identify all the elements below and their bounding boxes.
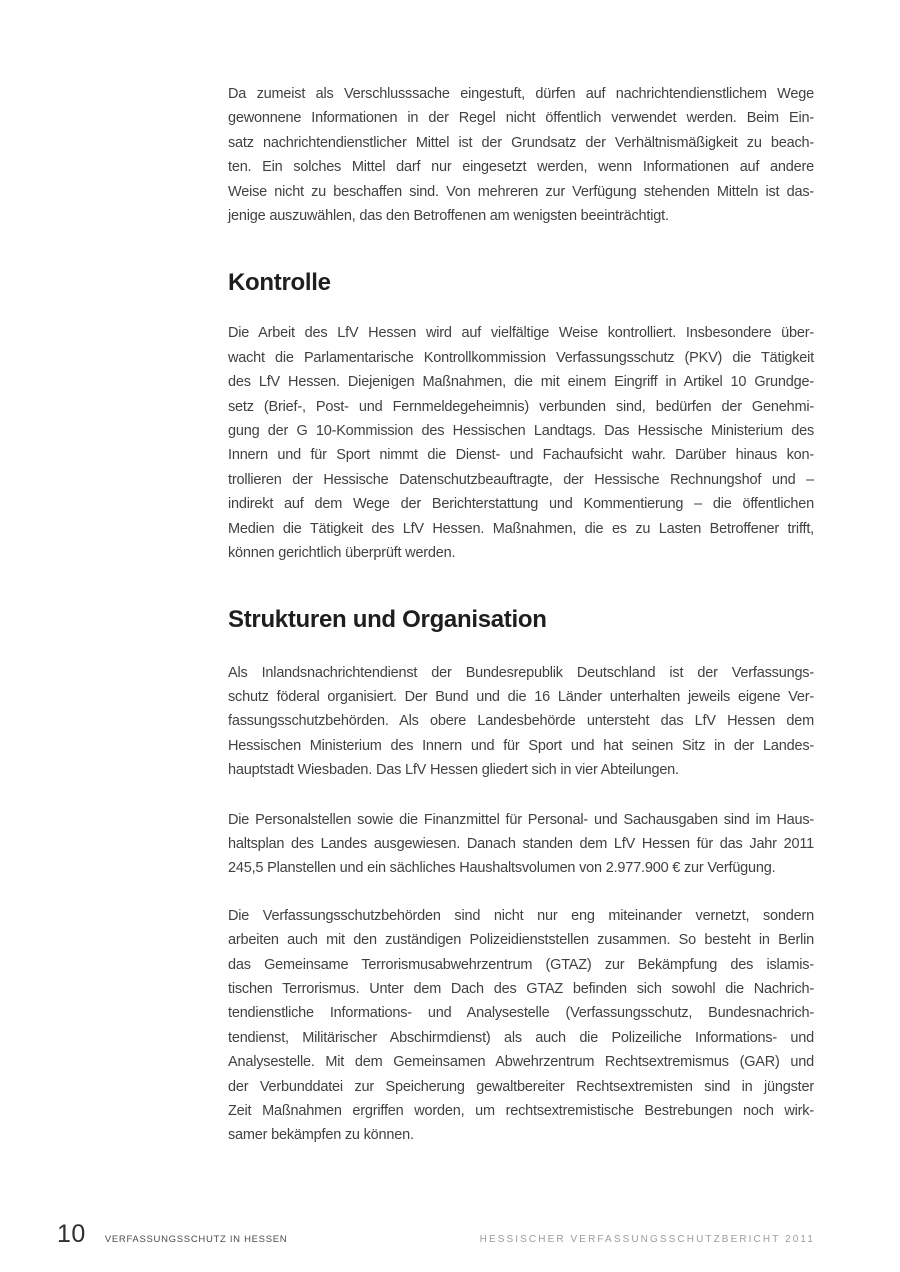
text-line: können gerichtlich überprüft werden. [228, 545, 456, 562]
page-footer [57, 1220, 815, 1249]
text-line: gung der G 10-Kommission des Hessischen Landtags. Das Hessische Ministerium des [228, 423, 814, 440]
text-line: indirekt auf dem Wege der Berichterstattung und Kommentierung – die öffentlichen [228, 496, 814, 513]
text-line: Weise nicht zu beschaffen sind. Von mehreren zur Verfügung stehenden Mitteln ist das- [228, 183, 814, 200]
footer-right-label: HESSISCHER VERFASSUNGSSCHUTZBERICHT 2011 [479, 1234, 815, 1245]
text-line: gewonnene Informationen in der Regel nicht öffentlich verwendet werden. Beim Ein- [228, 110, 814, 127]
text-line: Die Arbeit des LfV Hessen wird auf vielfältige Weise kontrolliert. Insbesondere über- [228, 325, 814, 342]
text-line: Als Inlandsnachrichtendienst der Bundesrepublik Deutschland ist der Verfassungs- [228, 664, 814, 681]
text-line: Hessischen Ministerium des Innern und für Sport und hat seinen Sitz in der Landes- [228, 737, 814, 754]
text-line: Innern und für Sport nimmt die Dienst- und Fachaufsicht wahr. Darüber hinaus kon- [228, 447, 814, 464]
text-line: Analysestelle. Mit dem Gemeinsamen Abwehrzentrum Rechtsextremismus (GAR) und [228, 1054, 814, 1071]
text-line: arbeiten auch mit den zuständigen Polizeidienststellen zusammen. So besteht in Berlin [228, 932, 814, 949]
section-heading-kontrolle: Kontrolle [228, 269, 331, 297]
text-line: setz (Brief-, Post- und Fernmeldegeheimnis) verbunden sind, bedürfen der Genehmi- [228, 398, 814, 415]
text-line: Die Verfassungsschutzbehörden sind nicht nur eng miteinander vernetzt, sondern [228, 907, 814, 924]
kontrolle-paragraph [228, 321, 814, 565]
text-line: der Verbunddatei zur Speicherung gewaltbereiter Rechtsextremisten sind in jüngster [228, 1078, 814, 1095]
text-line: hauptstadt Wiesbaden. Das LfV Hessen gliedert sich in vier Abteilungen. [228, 762, 679, 779]
text-line: Zeit Maßnahmen ergriffen worden, um rechtsextremistische Bestrebungen noch wirk- [228, 1103, 814, 1119]
footer-left-label: VERFASSUNGSSCHUTZ IN HESSEN [104, 1234, 288, 1245]
text-line: Die Personalstellen sowie die Finanzmittel für Personal- und Sachausgaben sind im Haus- [228, 811, 814, 828]
text-line: satz nachrichtendienstlicher Mittel ist der Grundsatz der Verhältnismäßigkeit zu beach- [228, 134, 814, 151]
text-line: schutz föderal organisiert. Der Bund und die 16 Länder unterhalten jeweils eigene Ver- [228, 688, 814, 705]
text-line: haltsplan des Landes ausgewiesen. Danach standen dem LfV Hessen für das Jahr 2011 [228, 835, 814, 852]
page-number: 10 [57, 1220, 86, 1248]
text-line: trollieren der Hessische Datenschutzbeauftragte, der Hessische Rechnungshof und – [228, 471, 814, 488]
strukturen-paragraph-3 [228, 904, 814, 1148]
intro-paragraph [228, 82, 814, 228]
text-line: des LfV Hessen. Diejenigen Maßnahmen, die mit einem Eingriff in Artikel 10 Grundge- [228, 374, 814, 391]
text-line: fassungsschutzbehörden. Als obere Landesbehörde untersteht das LfV Hessen dem [228, 713, 814, 730]
text-line: tischen Terrorismus. Unter dem Dach des GTAZ befinden sich sowohl die Nachrich- [228, 980, 814, 997]
text-line: Da zumeist als Verschlusssache eingestuft, dürfen auf nachrichtendienstlichem Wege [228, 86, 814, 102]
strukturen-paragraph-1 [228, 661, 814, 783]
strukturen-paragraph-2 [228, 808, 814, 881]
text-line: wacht die Parlamentarische Kontrollkommission Verfassungsschutz (PKV) die Tätigkeit [228, 349, 814, 366]
section-heading-strukturen: Strukturen und Organisation [228, 605, 547, 633]
text-line: samer bekämpfen zu können. [228, 1127, 414, 1144]
text-line: tendienstliche Informations- und Analysestelle (Verfassungsschutz, Bundesnachrich- [228, 1005, 814, 1022]
text-line: Medien die Tätigkeit des LfV Hessen. Maßnahmen, die es zu Lasten Betroffener trifft, [228, 520, 814, 537]
text-line: ten. Ein solches Mittel darf nur eingesetzt werden, wenn Informationen auf andere [228, 159, 814, 176]
text-line: 245,5 Planstellen und ein sächliches Haushaltsvolumen von 2.977.900 € zur Verfügung. [228, 860, 776, 877]
text-line: jenige auszuwählen, das den Betroffenen am wenigsten beeinträchtigt. [228, 208, 669, 225]
page-content [228, 0, 814, 1148]
text-line: tendienst, Militärischer Abschirmdienst) als auch die Polizeiliche Informations- und [228, 1029, 814, 1046]
text-line: das Gemeinsame Terrorismusabwehrzentrum (GTAZ) zur Bekämpfung des islamis- [228, 956, 814, 973]
